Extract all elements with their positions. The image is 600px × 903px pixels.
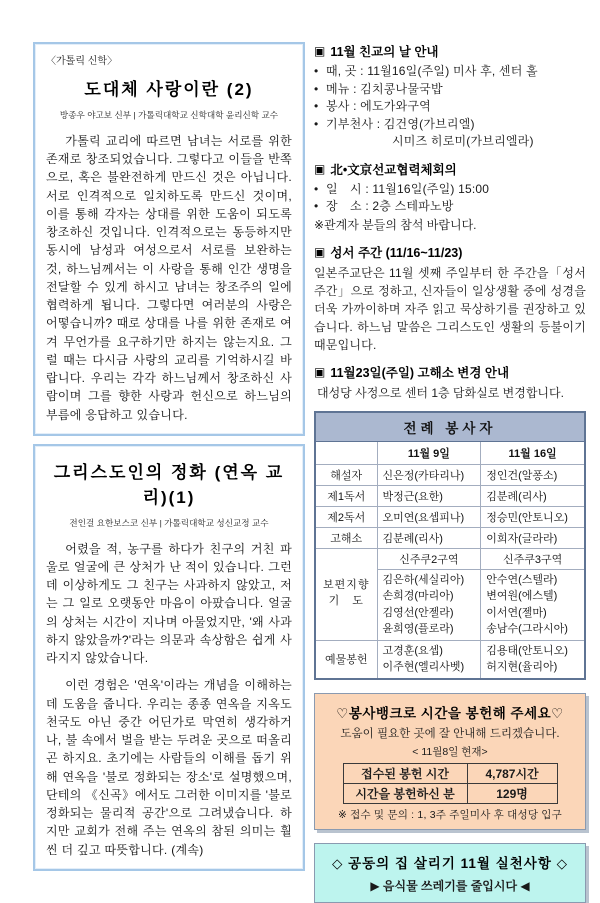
cell: 정승민(안토니오)	[481, 506, 585, 527]
notice-bible-week-title	[314, 243, 586, 261]
notice-line-text: 메뉴 : 김치콩나물국밥	[326, 81, 443, 96]
name-line: 이주현(엘리사벳)	[382, 661, 465, 674]
section-marker-icon: ▣	[314, 244, 326, 259]
article2-paragraph-1: 어렸을 적, 농구를 하다가 친구의 거친 파울로 얼굴에 큰 상처가 난 적이 있습니다. 그런데 이상하게도 그 친구는 사과하지 않았고, 저는 그 일로 오랫동안 마음이 아팠습니다. 얼굴의 상처는 시간이 지나며 아물었지만, '왜 사과하지 않았을까?'라는 의문과 속상함은 쉽게 사라지지 않았습니다.	[46, 541, 292, 666]
bank-row-label: 시간을 봉헌하신 분	[343, 783, 467, 803]
name-line: 김은하(세실리아)	[382, 573, 465, 586]
bank-row-value: 129명	[467, 783, 557, 803]
eco-action-line: ▶ 음식물 쓰레기를 줄입시다 ◀	[370, 878, 530, 893]
cell: 정인건(알퐁소)	[481, 464, 585, 485]
notice-title-text: 11월 친교의 날 안내	[330, 45, 439, 59]
notice-line	[314, 98, 586, 116]
name-line: 고경훈(요셉)	[382, 644, 443, 657]
row-label: 제1독서	[315, 485, 377, 506]
cell: 오미연(요셉피나)	[377, 506, 481, 527]
article2-paragraph-2: 이런 경험은 '연옥'이라는 개념을 이해하는 데 도움을 줍니다. 우리는 종종 연옥을 지옥도 천국도 아닌 중간 어딘가로 막연히 생각하거나, 불 속에서 벌을 받는 두려운 곳으로 떠올리곤 하지요. 초기에는 사람들의 이해를 돕기 위해 연옥을 '불로 정화되는 장소'로 설명했으며, 단테의 《신곡》에서도 그러한 이미지를 '불로 정화되는 물리적 공간'으로 그려냈습니다. 하지만 교회가 전해 주는 연옥의 참된 의미는 훨씬 더 깊고 따뜻합니다. (계속)	[46, 678, 292, 857]
notice-title-text: 北•文京선교협력체회의	[330, 162, 457, 177]
bank-note: ※ 접수 및 문의 : 1, 3주 주일미사 후 대성당 입구	[338, 808, 562, 821]
row-label: 예물봉헌	[315, 640, 377, 679]
section-marker-icon: ▣	[314, 161, 326, 176]
notice-title-text: 성서 주간 (11/16~11/23)	[330, 245, 463, 260]
row-label-intercession	[315, 548, 377, 640]
eco-title: ◇ 공동의 집 살리기 11월 실천사항 ◇	[331, 855, 569, 871]
bank-row-label: 접수된 봉헌 시간	[343, 763, 467, 783]
section-marker-icon: ▣	[314, 364, 326, 379]
volunteer-bank-box	[314, 693, 586, 830]
article-box-love	[33, 42, 305, 436]
notice-mission-title	[314, 160, 586, 178]
table-header-row	[315, 441, 585, 464]
table-row	[315, 464, 585, 485]
name-line: 안수연(스텔라)	[486, 573, 558, 586]
header-date-1: 11월 9일	[377, 441, 481, 464]
article2-byline: 전인걸 요한보스코 신부 | 가톨릭대학교 성신교정 교수	[69, 517, 269, 528]
bullet-icon: •	[314, 64, 319, 78]
header-date-2: 11월 16일	[481, 441, 585, 464]
article-box-purgatory	[33, 444, 305, 871]
bullet-icon: •	[314, 116, 319, 131]
cell-name-list	[377, 640, 481, 679]
notice-line-text: 때, 곳 : 11월16일(주일) 미사 후, 센터 홀	[326, 64, 538, 78]
cell-region: 신주쿠3구역	[481, 548, 585, 569]
article-category-tag: 〈가톨릭 신학〉	[46, 56, 118, 67]
cell: 이희자(글라라)	[481, 527, 585, 548]
label-line: 보편지향	[322, 579, 370, 592]
name-line: 김영선(안젤라)	[382, 606, 454, 619]
name-line: 김용태(안토니오)	[486, 644, 568, 657]
notice-fellowship-day	[314, 42, 586, 151]
bank-table-row	[343, 763, 557, 783]
article1-body: 가톨릭 교리에 따르면 남녀는 서로를 위한 존재로 창조되었습니다. 그렇다고 이들을 반쪽으로, 혹은 불완전하게 만드신 것은 아닙니다. 서로 인격적으로 일치하도록 만드신 것이며, 이를 통해 각자는 상대를 위한 도움이 되도록 창조하신 것입니다. 인격적으로는 동등하지만 동시에 남성과 여성으로서 서로를 보완하는 것, 하느님께서는 이 사랑을 통해 인간 생명을 전달할 수 있게 하시고 남녀는 창조주의 일에 협력하게 됩니다. 그렇다면 여러분의 사랑은 어떻습니까? 때로 상대를 나를 위한 존재로 여겨 무언가를 요구하기만 하지는 않는지요. 그럴 때는 다시금 사랑의 교리를 기억하시길 바랍니다. 우리는 각각 하느님께서 창조하신 사람이며 그를 향한 사랑과 헌신으로 하느님의 부름에 응답하고 있습니다.	[46, 134, 292, 422]
name-line: 변여원(에스텔)	[486, 590, 558, 603]
notice-line	[314, 116, 586, 134]
bullet-icon: •	[314, 199, 319, 214]
row-label: 해설자	[315, 464, 377, 485]
notice-line-text: 봉사 : 에도가와구역	[326, 99, 431, 114]
notice-line	[314, 198, 586, 216]
notice-bible-week	[314, 243, 586, 354]
bank-hours-table	[343, 763, 558, 804]
cell-region: 신주쿠2구역	[377, 548, 481, 569]
cell: 신은정(카타리나)	[377, 464, 481, 485]
cell: 박정근(요한)	[377, 485, 481, 506]
bank-caption: < 11월8일 현재>	[412, 745, 488, 758]
name-line: 허지현(율리아)	[486, 661, 558, 674]
notice-line	[314, 63, 586, 81]
notice-title-text: 11월23일(주일) 고해소 변경 안내	[330, 365, 510, 380]
article1-byline: 방종우 야고보 신부 | 가톨릭대학교 신학대학 윤리신학 교수	[59, 110, 279, 120]
cell-name-list	[377, 569, 481, 640]
article1-title: 도대체 사랑이란 (2)	[84, 80, 254, 99]
cell: 김분례(리사)	[481, 485, 585, 506]
name-line: 윤희영(플로라)	[382, 623, 454, 636]
table-row	[315, 527, 585, 548]
row-label: 고해소	[315, 527, 377, 548]
notice-fellowship-title	[314, 42, 586, 60]
table-title: 전례 봉사자	[315, 412, 585, 442]
table-row	[315, 506, 585, 527]
notice-line	[314, 81, 586, 99]
notice-continuation-line: 시미즈 히로미(가브리엘라)	[392, 134, 534, 149]
bank-title: ♡봉사뱅크로 시간을 봉헌해 주세요♡	[336, 705, 564, 721]
article2-title: 그리스도인의 정화 (연옥 교리)(1)	[53, 462, 285, 507]
bullet-icon: •	[314, 181, 319, 196]
name-line: 송남수(그라시아)	[486, 623, 568, 636]
notice-line-text: 일 시 : 11월16일(주일) 15:00	[326, 181, 490, 196]
notice-confessional-change	[314, 363, 586, 402]
liturgy-servers-table	[314, 411, 586, 680]
common-home-box	[314, 843, 586, 903]
bank-table-row	[343, 783, 557, 803]
notice-line-text: 기부천사 : 김건영(가브리엘)	[326, 116, 475, 131]
notice-confessional-title	[314, 363, 586, 381]
notice-note-line: ※관계자 분들의 참석 바랍니다.	[314, 217, 477, 232]
bank-row-value: 4,787시간	[467, 763, 557, 783]
notice-body-text: 대성당 사정으로 센터 1층 담화실로 변경합니다.	[317, 385, 564, 400]
cell-name-list	[481, 569, 585, 640]
bullet-icon: •	[314, 81, 319, 96]
bullet-icon: •	[314, 99, 319, 114]
left-column	[33, 42, 305, 857]
table-row	[315, 485, 585, 506]
name-line: 이서연(젤마)	[486, 606, 547, 619]
section-marker-icon: ▣	[314, 44, 326, 58]
row-label: 제2독서	[315, 506, 377, 527]
table-title-row	[315, 412, 585, 442]
notice-mission-meeting	[314, 160, 586, 234]
table-row-regions	[315, 548, 585, 569]
cell: 김분례(리사)	[377, 527, 481, 548]
notice-body-text: 일본주교단은 11월 셋째 주일부터 한 주간을「성서 주간」으로 정하고, 신자들이 일상생활 중에 성경을 더욱 가까이하며 자주 읽고 묵상하기를 권장하고 있습니다. 하느님 말씀은 그리스도인 생활의 등불이기 때문입니다.	[314, 265, 586, 352]
notice-line-text: 장 소 : 2층 스테파노방	[326, 199, 454, 214]
name-line: 손희경(마리아)	[382, 590, 454, 603]
right-column	[314, 42, 586, 893]
notice-line	[314, 181, 586, 199]
table-row-offering	[315, 640, 585, 679]
header-empty-cell	[315, 441, 377, 464]
cell-name-list	[481, 640, 585, 679]
bank-subtitle: 도움이 필요한 곳에 잘 안내해 드리겠습니다.	[340, 727, 560, 740]
label-line: 기 도	[328, 595, 364, 608]
